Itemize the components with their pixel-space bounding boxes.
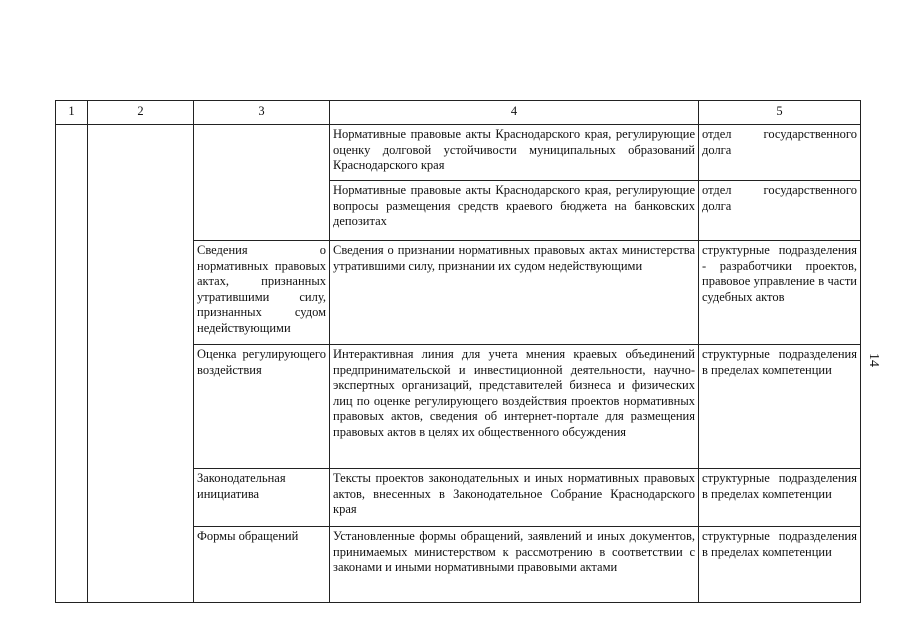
cell-responsible: структурные подразделения в пределах компетенции — [699, 469, 861, 527]
cell-responsible: отдел государственного долга — [699, 181, 861, 241]
cell-col-1 — [56, 527, 88, 603]
table-row — [56, 241, 861, 345]
cell-section — [194, 181, 330, 241]
cell-col-2 — [88, 345, 194, 469]
cell-col-1 — [56, 345, 88, 469]
table-header-row — [56, 101, 861, 125]
cell-section: Законодательная инициатива — [194, 469, 330, 527]
cell-col-1 — [56, 469, 88, 527]
cell-col-2 — [88, 241, 194, 345]
table-row — [56, 125, 861, 181]
cell-content: Установленные формы обращений, заявлений и иных документов, принимаемых министерством к рассмотрению в соответствии с законами и иными нормативными правовыми актами — [330, 527, 699, 603]
cell-responsible: отдел государственного долга — [699, 125, 861, 181]
table-row — [56, 469, 861, 527]
cell-section: Формы обращений — [194, 527, 330, 603]
cell-col-2 — [88, 125, 194, 181]
document-table — [55, 100, 861, 603]
header-col-1: 1 — [56, 101, 88, 125]
cell-content: Интерактивная линия для учета мнения краевых объединений предпринимательской и инвестиционной деятельности, научно-экспертных организаций, представителей бизнеса и физических лиц по оценке регулирующего воздействия проектов нормативных правовых актов, сведения об интернет-портале для размещения правовых актов в целях их общественного обсуждения — [330, 345, 699, 469]
cell-responsible: структурные подразделения в пределах компетенции — [699, 527, 861, 603]
table-row — [56, 345, 861, 469]
cell-section: Сведения о нормативных правовых актах, признанных утратившими силу, признанных судом недействующими — [194, 241, 330, 345]
cell-col-1 — [56, 125, 88, 181]
cell-col-1 — [56, 181, 88, 241]
cell-content: Нормативные правовые акты Краснодарского края, регулирующие вопросы размещения средств краевого бюджета на банковских депозитах — [330, 181, 699, 241]
table-row — [56, 181, 861, 241]
header-col-2: 2 — [88, 101, 194, 125]
cell-col-2 — [88, 181, 194, 241]
cell-col-1 — [56, 241, 88, 345]
cell-content: Тексты проектов законодательных и иных нормативных правовых актов, внесенных в Законодательное Собрание Краснодарского края — [330, 469, 699, 527]
table-row — [56, 527, 861, 603]
cell-section: Оценка регулирующего воздействия — [194, 345, 330, 469]
header-col-3: 3 — [194, 101, 330, 125]
cell-col-2 — [88, 527, 194, 603]
cell-content: Сведения о признании нормативных правовых актах министерства утратившими силу, признании их судом недействующими — [330, 241, 699, 345]
header-col-4: 4 — [330, 101, 699, 125]
cell-section — [194, 125, 330, 181]
header-col-5: 5 — [699, 101, 861, 125]
cell-col-2 — [88, 469, 194, 527]
page-number: 14 — [866, 353, 881, 367]
cell-responsible: структурные подразделения в пределах компетенции — [699, 345, 861, 469]
cell-responsible: структурные подразделения - разработчики проектов, правовое управление в части судебных актов — [699, 241, 861, 345]
cell-content: Нормативные правовые акты Краснодарского края, регулирующие оценку долговой устойчивости муниципальных образований Краснодарского края — [330, 125, 699, 181]
